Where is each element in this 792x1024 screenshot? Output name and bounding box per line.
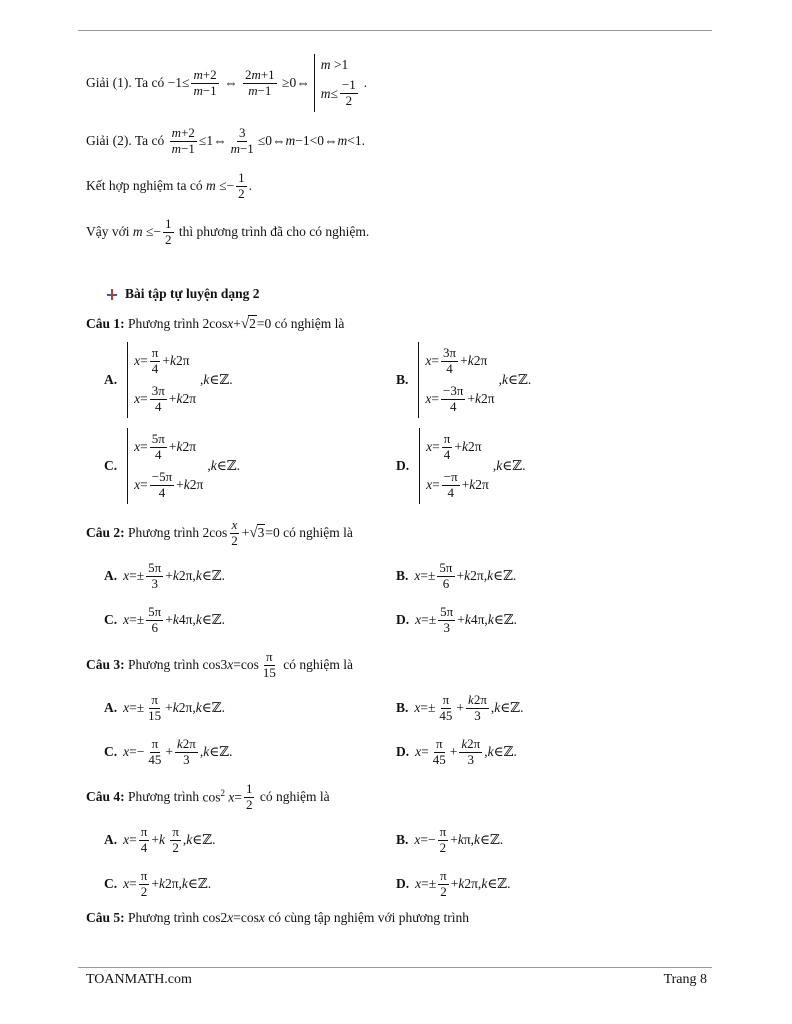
q3-option-d[interactable]: D. x = $\frac{\pi}{45}$ + $\frac{k2\pi}{3}$ , k ∈ℤ. xyxy=(396,735,517,767)
q2-option-c[interactable]: C. x =± $\frac{5\pi}{6}$ + k 4π, k ∈ℤ. xyxy=(104,603,226,635)
q2-option-d[interactable]: D. x =± $\frac{5\pi}{3}$ + k 4π, k ∈ℤ. xyxy=(396,603,518,635)
section-title: Bài tập tự luyện dạng 2 xyxy=(106,284,260,304)
sol1-label: Giải xyxy=(86,75,110,90)
q2-option-a[interactable]: A. x =± $\frac{5\pi}{3}$ + k 2π, k ∈ℤ. xyxy=(104,559,226,591)
conclusion-line: Vậy với m ≤− $\frac{1}{2}$ thì phương trình đã cho có nghiệm. xyxy=(86,215,370,247)
q1-option-c[interactable]: C. x = $\frac{5\pi}{4}$ + k 2π x = $\frac{-5\pi}{4}$ + k 2π ,k∈ℤ. xyxy=(104,428,240,504)
q3-option-a[interactable]: A. x =± $\frac{\pi}{15}$ + k 2π, k ∈ℤ. xyxy=(104,691,225,723)
solution-1: Giải (1) . Ta có −1≤ $\frac{m+2}{m-1}$ ⇔ $\frac{2m+1}{m-1}$ ≥0⇔ m >1 m ≤ $\frac{-1}{2}$ . xyxy=(86,52,367,114)
sol1-text: . Ta có xyxy=(128,75,165,90)
q1-option-b[interactable]: B. x = $\frac{3\pi}{4}$ + k 2π x = $\frac{-3\pi}{4}$ + k 2π ,k∈ℤ. xyxy=(396,342,531,418)
pushpin-icon xyxy=(106,289,117,300)
sol2-text: . Ta có xyxy=(128,133,165,148)
q4-option-c[interactable]: C. x = $\frac{\pi}{2}$ + k 2π, k ∈ℤ. xyxy=(104,867,212,899)
header-rule xyxy=(78,30,712,31)
question-5: Câu 5: Phương trình cos2x=cosx có cùng tập nghiệm với phương trình xyxy=(86,910,470,925)
sol1-num: (1) xyxy=(112,75,129,90)
sol2-num: (2) xyxy=(112,133,129,148)
q1-option-d[interactable]: D. x = $\frac{\pi}{4}$ + k 2π x = $\frac{-\pi}{4}$ + k 2π ,k∈ℤ. xyxy=(396,428,525,504)
q4-option-d[interactable]: D. x =± $\frac{\pi}{2}$ + k 2π, k ∈ℤ. xyxy=(396,867,511,899)
q4-option-b[interactable]: B. x =− $\frac{\pi}{2}$ + k π, k ∈ℤ. xyxy=(396,823,504,855)
conclude-pre: Vậy với xyxy=(86,224,130,239)
footer-page-number: Trang 8 xyxy=(663,972,707,987)
sol2-label: Giải xyxy=(86,133,110,148)
q3-option-b[interactable]: B. x =± $\frac{\pi}{45}$ + $\frac{k2\pi}{3}$ , k ∈ℤ. xyxy=(396,691,524,723)
q4-option-a[interactable]: A. x = $\frac{\pi}{4}$ + k $\frac{\pi}{2}$ , k ∈ℤ. xyxy=(104,823,216,855)
combine-line: Kết hợp nghiệm ta có m ≤− $\frac{1}{2}$ . xyxy=(86,169,253,201)
footer-rule xyxy=(78,967,712,968)
combine-text: Kết hợp nghiệm ta có xyxy=(86,178,203,193)
q2-option-b[interactable]: B. x =± $\frac{5\pi}{6}$ + k 2π, k ∈ℤ. xyxy=(396,559,517,591)
solution-2: Giải (2) . Ta có $\frac{m+2}{m-1}$ ≤1⇔ $\frac{3}{m-1}$ ≤0⇔m−1<0⇔m<1. xyxy=(86,124,365,156)
q1-option-a[interactable]: A. x = $\frac{\pi}{4}$ + k 2π x = $\frac{3\pi}{4}$ + k 2π ,k∈ℤ. xyxy=(104,342,233,418)
question-1: Câu 1: Phương trình 2cosx+√2=0 có nghiệm là xyxy=(86,316,345,332)
question-4: Câu 4: Phương trình $\cos^2 x=$ $\frac{1}{2}$ có nghiệm là xyxy=(86,780,330,812)
question-3: Câu 3: Phương trình cos3x=cos $\frac{\pi}{15}$ có nghiệm là xyxy=(86,648,353,680)
q3-option-c[interactable]: C. x =− $\frac{\pi}{45}$ + $\frac{k2\pi}{3}$ , k ∈ℤ. xyxy=(104,735,233,767)
question-2: Câu 2: Phương trình 2cos $\frac{x}{2}$ +√3=0 có nghiệm là xyxy=(86,516,353,548)
footer-site[interactable]: TOANMATH.com xyxy=(86,972,192,987)
conclude-post: thì phương trình đã cho có nghiệm. xyxy=(178,224,370,239)
